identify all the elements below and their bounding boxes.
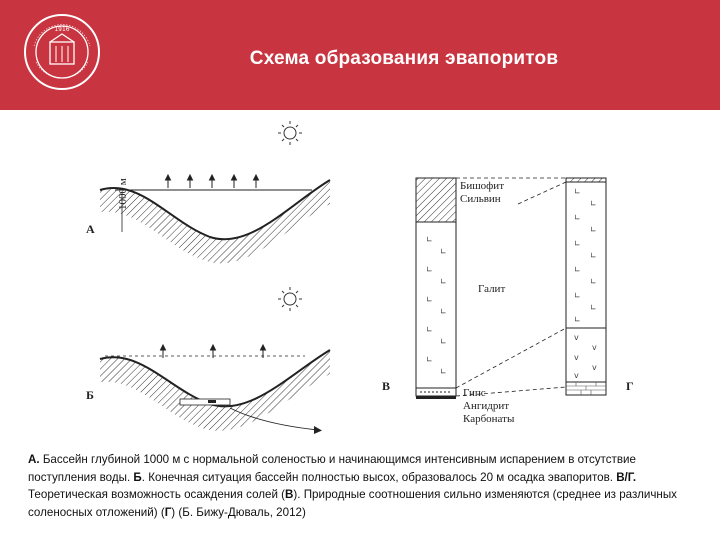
- panel-g-label: Г: [626, 379, 634, 393]
- caption-a-text: Бассейн глубиной 1000 м с нормальной соленостью и начинающимся интенсивным испарением в отсутствие поступления воды.: [28, 453, 636, 484]
- panel-b-label: Б: [86, 388, 94, 402]
- label-gypsum: Гипс: [463, 387, 486, 399]
- caption-vg-text-1: Теоретическая возможность осаждения солей (: [28, 488, 286, 501]
- svg-text:∟: ∟: [426, 295, 433, 304]
- svg-text:v: v: [574, 353, 579, 362]
- svg-text:∟: ∟: [574, 239, 581, 248]
- svg-text:v: v: [574, 371, 579, 380]
- page-title: Схема образования эвапоритов: [249, 48, 559, 69]
- caption-vg-text-2: ). Природные соотношения сильно изменяются (среднее из различных соленосных отложений) (: [28, 488, 677, 519]
- svg-text:∟: ∟: [590, 303, 597, 312]
- svg-text:∟: ∟: [440, 247, 447, 256]
- label-carbonate: Карбонаты: [463, 413, 515, 425]
- svg-text:v: v: [592, 343, 597, 352]
- header-bar: [0, 0, 720, 110]
- basin-a: [100, 175, 330, 263]
- svg-text:∟: ∟: [440, 337, 447, 346]
- svg-text:∟: ∟: [590, 199, 597, 208]
- svg-text:∟: ∟: [426, 325, 433, 334]
- sun-icon-b: [278, 287, 302, 311]
- svg-text:∟: ∟: [590, 277, 597, 286]
- svg-text:∟: ∟: [440, 367, 447, 376]
- evaporite-diagram: [60, 112, 660, 442]
- svg-text:v: v: [574, 333, 579, 342]
- svg-text:∟: ∟: [590, 251, 597, 260]
- caption-v-ref: В: [285, 488, 294, 501]
- figure-caption: [28, 451, 698, 521]
- label-anhydrite: Ангидрит: [463, 400, 510, 412]
- caption-vg-text-3: ) (Б. Бижу-Дюваль, 2012): [171, 505, 306, 519]
- svg-text:∟: ∟: [426, 235, 433, 244]
- basin-b: [100, 345, 330, 434]
- sun-icon-a: [278, 121, 302, 145]
- svg-text:1916: 1916: [54, 26, 70, 33]
- column-v: [416, 178, 456, 399]
- label-sylvine: Сильвин: [460, 193, 501, 205]
- svg-text:∟: ∟: [574, 291, 581, 300]
- panel-a-label: А: [86, 222, 95, 236]
- svg-text:∟: ∟: [440, 277, 447, 286]
- svg-text:∟: ∟: [426, 265, 433, 274]
- svg-text:v: v: [592, 363, 597, 372]
- caption-b-text: . Конечная ситуация бассейн полностью высох, образовалось 20 м осадка эвапоритов.: [141, 470, 617, 484]
- caption-g-ref: Г: [164, 505, 172, 519]
- svg-text:∟: ∟: [440, 307, 447, 316]
- label-bischofite: Бишофит: [460, 180, 504, 192]
- diagram-svg: [60, 112, 660, 442]
- svg-text:∟: ∟: [574, 265, 581, 274]
- svg-text:∟: ∟: [574, 213, 581, 222]
- depth-label: 1000 м: [117, 178, 129, 210]
- caption-a-label: А.: [28, 453, 40, 466]
- panel-v-label: В: [382, 379, 391, 393]
- svg-text:∟: ∟: [574, 187, 581, 196]
- column-g: [566, 178, 606, 395]
- svg-text:∟: ∟: [574, 315, 581, 324]
- caption-b-label: Б: [133, 470, 142, 484]
- svg-text:∟: ∟: [590, 225, 597, 234]
- svg-text:∟: ∟: [426, 355, 433, 364]
- connector-lines: [456, 178, 566, 396]
- label-halite: Галит: [478, 283, 506, 295]
- caption-vg-label: В/Г.: [616, 470, 637, 484]
